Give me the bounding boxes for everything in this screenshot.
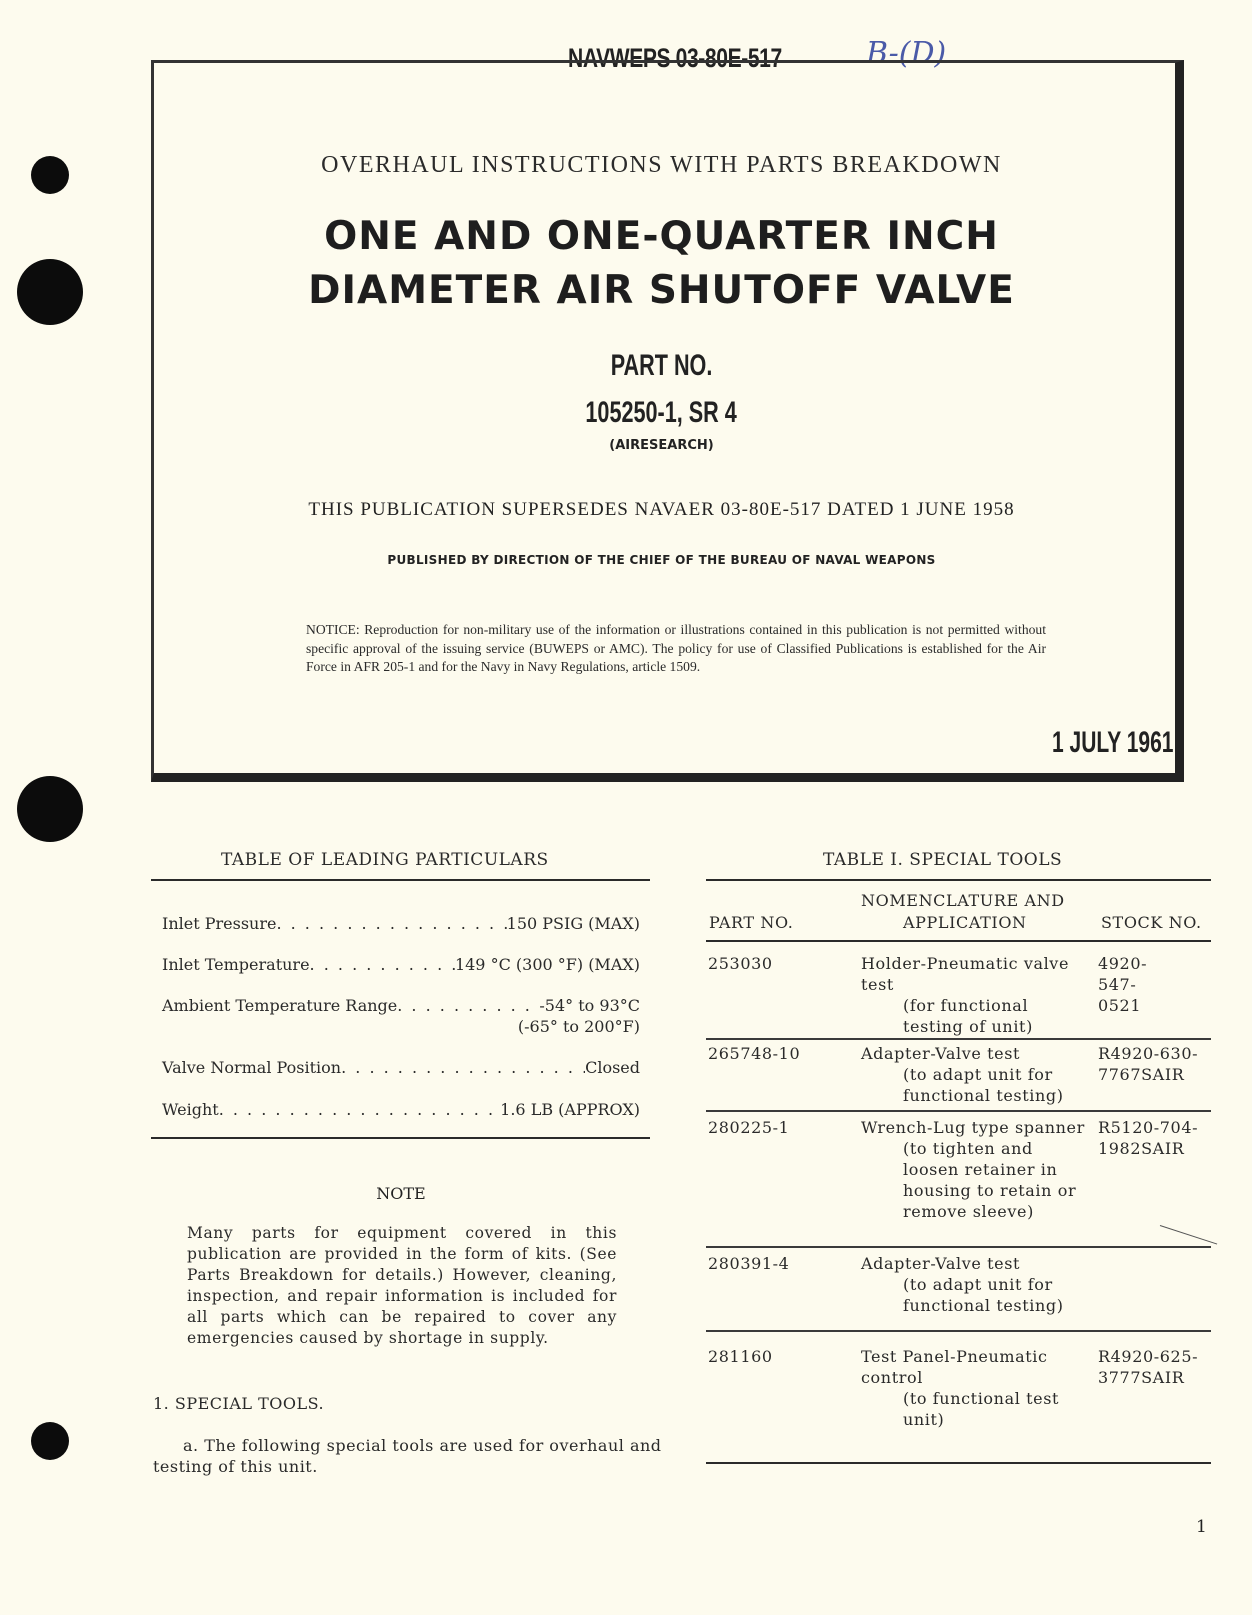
particular-row [162, 996, 640, 1015]
particular-value: Closed [585, 1058, 640, 1077]
punch-hole [17, 259, 83, 325]
document-number: NAVWEPS 03-80E-517 [568, 43, 782, 73]
tool-application: (to adapt unit for functional testing) [903, 1065, 1064, 1105]
section-paragraph: a. The following special tools are used for overhaul and testing of this unit. [153, 1436, 662, 1476]
handwritten-annotation: B-(D) [866, 36, 947, 71]
cell-part-no: 253030 [708, 954, 773, 973]
cell-stock-no: R5120-704-1982SAIR [1098, 1118, 1199, 1158]
published-by: PUBLISHED BY DIRECTION OF THE CHIEF OF THE BUREAU OF NAVAL WEAPONS [387, 553, 936, 567]
cell-part-no: 280225-1 [708, 1118, 790, 1137]
table-bottom-rule [706, 1462, 1211, 1464]
punch-hole [31, 156, 69, 194]
note-body: Many parts for equipment covered in this publication are provided in the form of kits. (See Parts Breakdown for details.) However, cleaning, inspection, and repair information is included for all parts which can be repaired to cover any emergencies caused by shortage in supply. [187, 1224, 617, 1347]
leader-dots [276, 914, 506, 933]
part-no-label: PART NO. [610, 349, 713, 382]
punch-hole [31, 1422, 69, 1460]
particular-label: Ambient Temperature Range [162, 996, 398, 1015]
particular-row [162, 1100, 640, 1119]
supersedes-statement: THIS PUBLICATION SUPERSEDES NAVAER 03-80E-517 DATED 1 JUNE 1958 [308, 499, 1015, 520]
tool-name: Adapter-Valve test [861, 1044, 1021, 1063]
cell-nomenclature [861, 953, 1071, 1037]
particular-label: Inlet Pressure [162, 914, 277, 933]
tool-application: (for functional testing of unit) [903, 996, 1033, 1036]
particular-row [162, 1058, 640, 1077]
particular-value: -54° to 93°C [539, 996, 640, 1015]
particular-label: Valve Normal Position [162, 1058, 342, 1077]
cell-stock-no: R4920-630-7767SAIR [1098, 1044, 1199, 1084]
reproduction-notice: NOTICE: Reproduction for non-military use of the information or illustrations contained in this publication is not permitted without specific approval of the issuing service (BUWEPS or AMC). The policy for use of Classified Publications is established for the Air Force in AFR 205-1 and for the Navy in Navy Regulations, article 1509. [306, 622, 1046, 674]
cell-part-no: 280391-4 [708, 1254, 790, 1273]
particular-value: 149 °C (300 °F) (MAX) [454, 955, 640, 974]
cell-nomenclature [861, 1043, 1071, 1106]
particular-value: 150 PSIG (MAX) [506, 914, 640, 933]
special-tools-title: TABLE I. SPECIAL TOOLS [823, 850, 1063, 870]
row-divider [706, 1038, 1211, 1040]
tool-name: Holder-Pneumatic valve test [861, 954, 1070, 994]
column-header-nomenclature-line2: APPLICATION [903, 913, 1027, 932]
publication-date: 1 JULY 1961 [1052, 726, 1174, 759]
table-bottom-rule [151, 1137, 650, 1139]
punch-hole [17, 776, 83, 842]
page-number: 1 [1196, 1517, 1207, 1537]
cell-stock-no: R4920-625-3777SAIR [1098, 1347, 1199, 1387]
note-title: NOTE [376, 1184, 426, 1203]
cell-part-no: 281160 [708, 1347, 773, 1366]
cell-nomenclature [861, 1253, 1071, 1316]
particular-label: Weight [162, 1100, 219, 1119]
row-divider [706, 1246, 1211, 1248]
particular-row [162, 914, 640, 933]
manufacturer: (AIRESEARCH) [609, 438, 714, 453]
cell-nomenclature [861, 1117, 1091, 1222]
particular-value-secondary: (-65° to 200°F) [517, 1017, 640, 1036]
part-no-label-row [151, 348, 1172, 383]
particular-value: 1.6 LB (APPROX) [500, 1100, 640, 1119]
cover-title-line1: ONE AND ONE-QUARTER INCH [324, 214, 999, 259]
cell-part-no: 265748-10 [708, 1044, 801, 1063]
column-header-nomenclature-line1: NOMENCLATURE AND [861, 891, 1065, 910]
leader-dots [219, 1100, 500, 1119]
part-no-row [151, 395, 1172, 430]
tool-application: (to functional test unit) [903, 1389, 1060, 1429]
tool-application: (to adapt unit for functional testing) [903, 1275, 1064, 1315]
section-heading: 1. SPECIAL TOOLS. [153, 1394, 325, 1413]
tool-name: Adapter-Valve test [861, 1254, 1021, 1273]
tool-name: Wrench-Lug type spanner [861, 1118, 1085, 1137]
tool-name: Test Panel-Pneumatic control [861, 1347, 1048, 1387]
pencil-mark [1160, 1225, 1217, 1244]
leader-dots [310, 955, 455, 974]
part-no: 105250-1, SR 4 [585, 396, 738, 429]
leader-dots [341, 1058, 585, 1077]
cover-subtitle: OVERHAUL INSTRUCTIONS WITH PARTS BREAKDOWN [321, 152, 1002, 178]
table-top-rule [706, 879, 1211, 881]
particular-row [162, 955, 640, 974]
cell-nomenclature [861, 1346, 1091, 1430]
cover-title-line2: DIAMETER AIR SHUTOFF VALVE [308, 268, 1015, 313]
table-top-rule [151, 879, 650, 881]
leading-particulars-title: TABLE OF LEADING PARTICULARS [221, 850, 549, 870]
particular-label: Inlet Temperature [162, 955, 310, 974]
cell-stock-no: 4920-547-0521 [1098, 954, 1148, 1015]
row-divider [706, 1330, 1211, 1332]
column-header-stock-no: STOCK NO. [1101, 913, 1202, 932]
tool-application: (to tighten and loosen retainer in housing to retain or remove sleeve) [903, 1139, 1077, 1221]
row-divider [706, 1110, 1211, 1112]
leader-dots [397, 996, 539, 1015]
header-rule [706, 940, 1211, 942]
column-header-part-no: PART NO. [709, 913, 794, 932]
